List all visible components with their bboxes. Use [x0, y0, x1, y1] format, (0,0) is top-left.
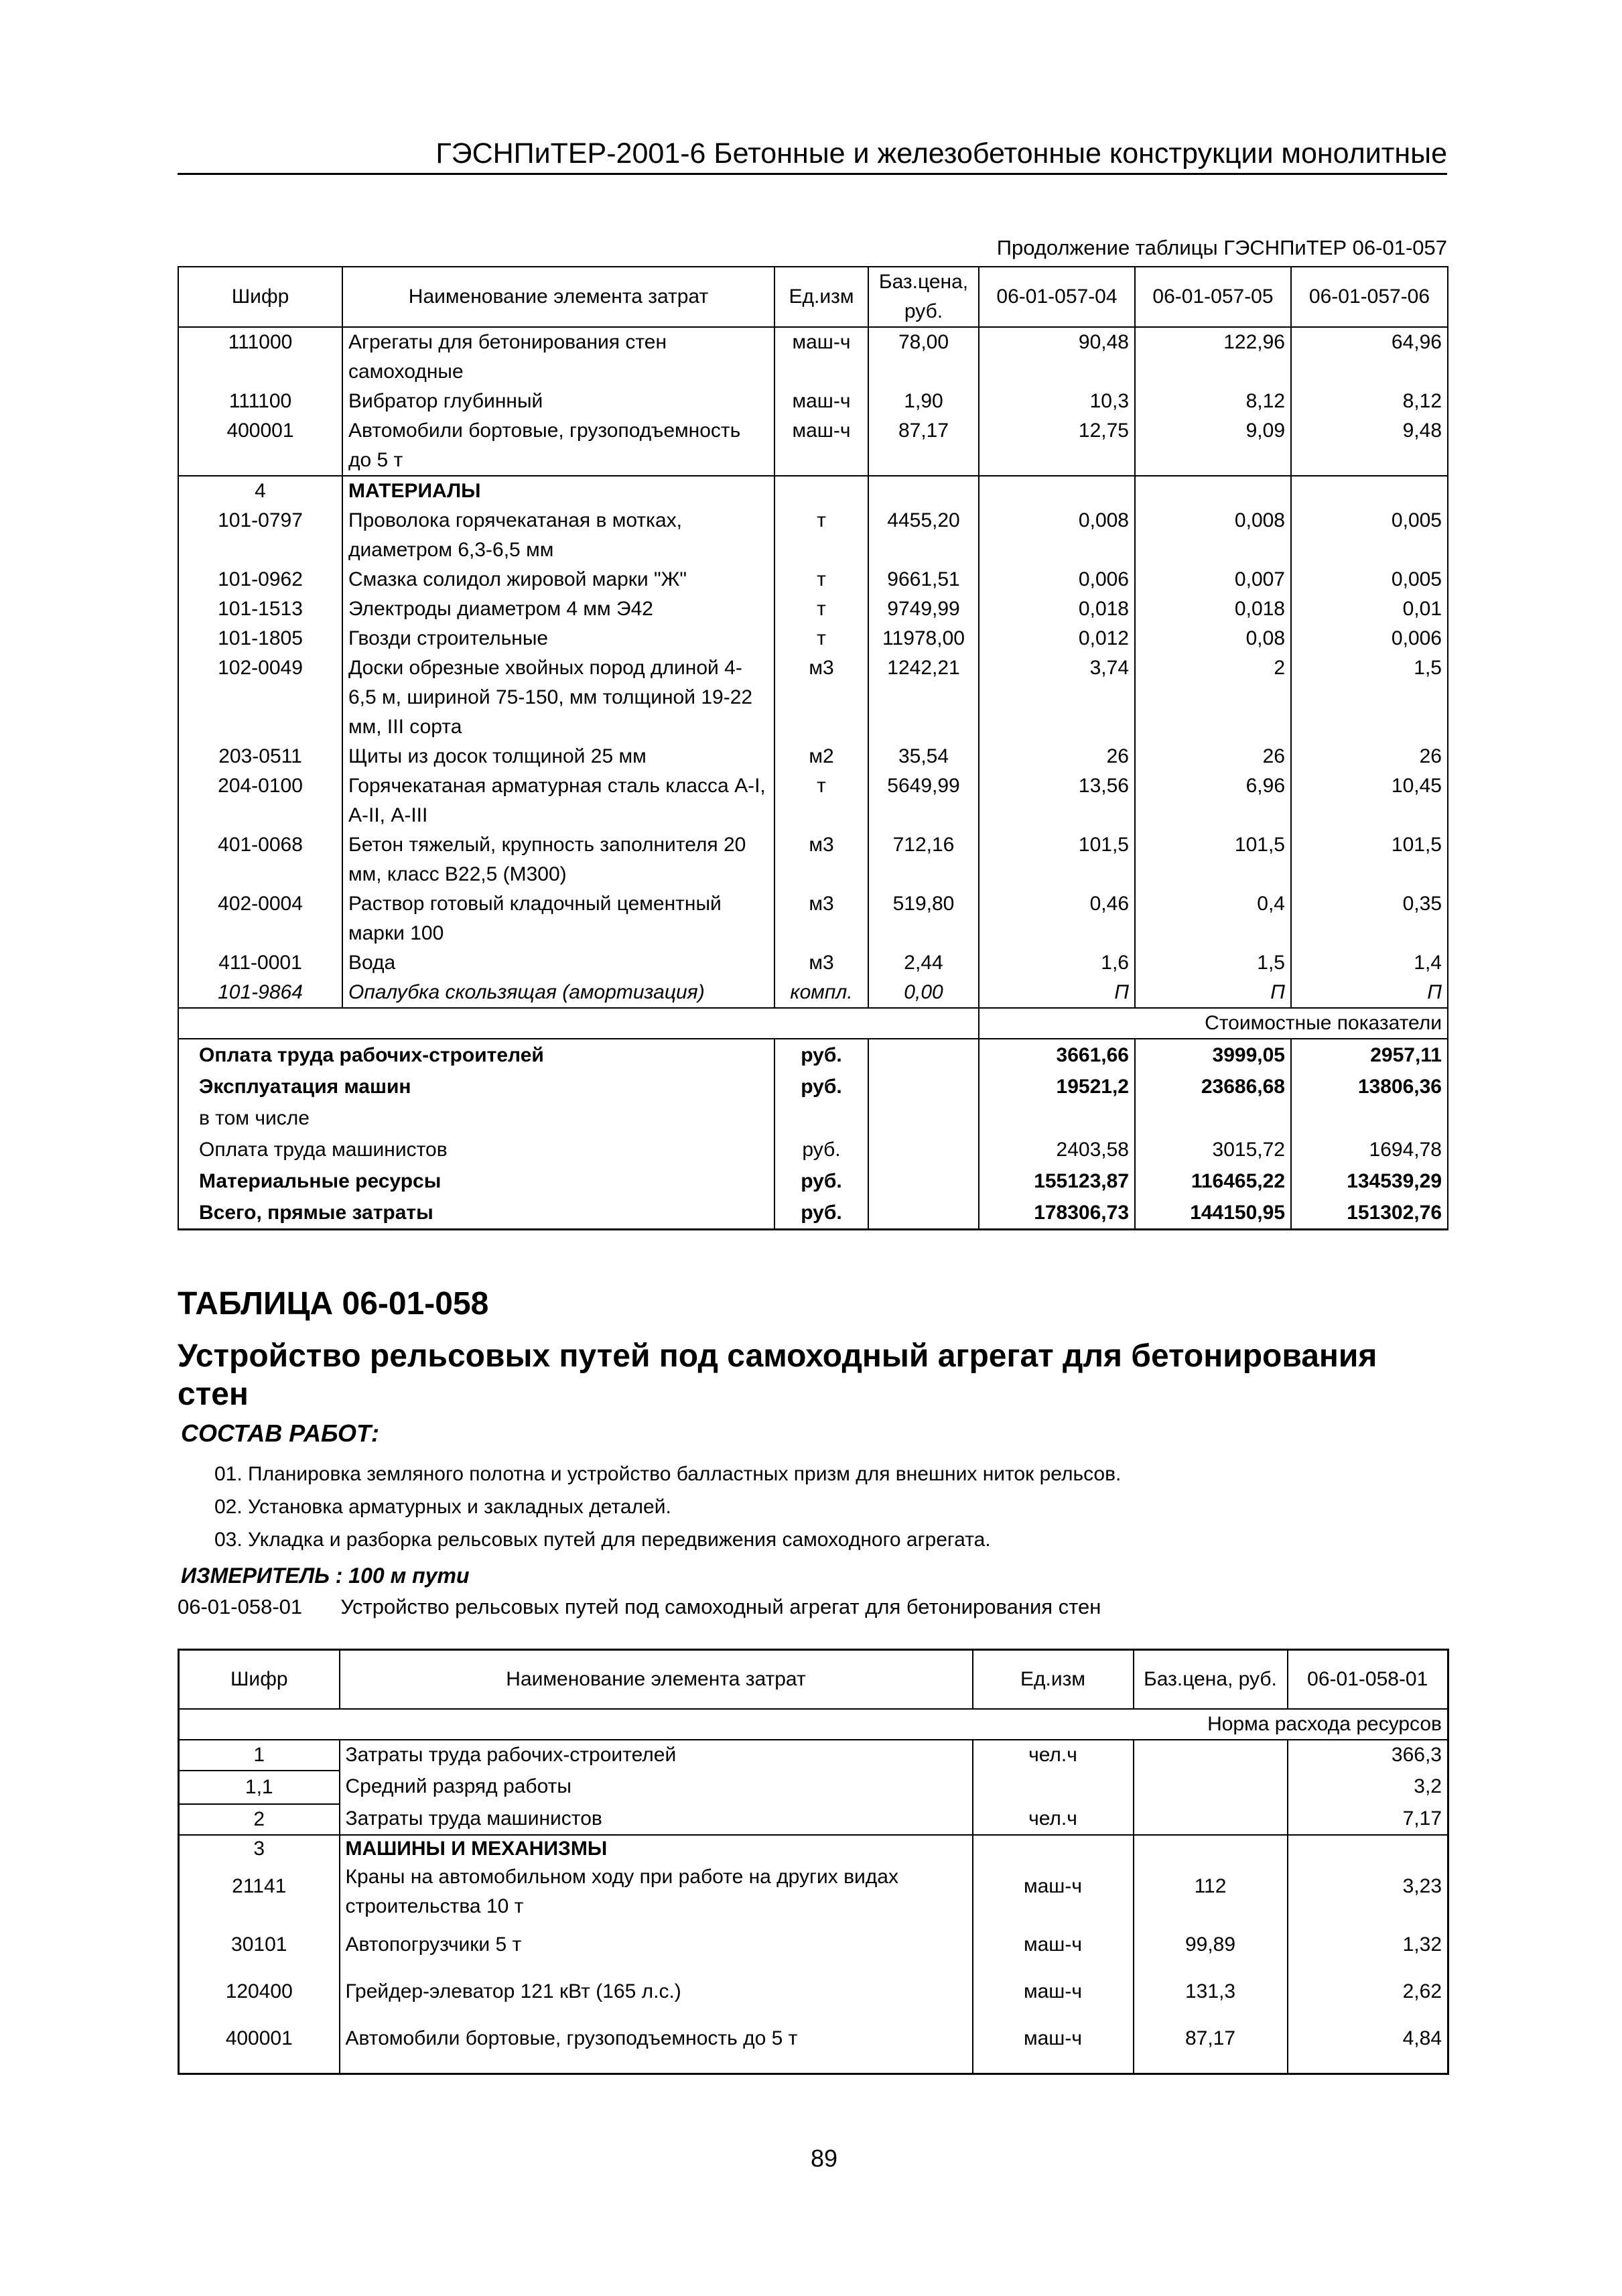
cell-name: Агрегаты для бетонирования стен самоходные — [342, 327, 774, 387]
norm-code: 06-01-058-01 — [178, 1595, 303, 1618]
cell-name: Затраты труда рабочих-строителей — [340, 1740, 973, 1771]
cell-unit: м2 — [774, 742, 868, 771]
cell-price: 1,90 — [868, 387, 979, 416]
summary-unit: руб. — [774, 1039, 868, 1071]
cell-price: 35,54 — [868, 742, 979, 771]
works-label: СОСТАВ РАБОТ: — [181, 1419, 379, 1447]
summary-value: 3999,05 — [1135, 1039, 1291, 1071]
cell-unit: т — [774, 624, 868, 653]
cell-value: 101,5 — [979, 830, 1135, 889]
summary-value: 19521,2 — [979, 1071, 1135, 1102]
col-header-06-01-057-04: 06-01-057-04 — [979, 267, 1135, 327]
summary-value: 13806,36 — [1291, 1071, 1448, 1102]
cell-name: Электроды диаметром 4 мм Э42 — [342, 594, 774, 624]
cell-unit: т — [774, 771, 868, 830]
summary-value: 116465,22 — [1135, 1165, 1291, 1197]
table-row — [179, 1968, 1448, 2015]
norm-code-line — [178, 1595, 1101, 1619]
cell-value: 1,32 — [1402, 1933, 1442, 1956]
cell-value: П — [979, 978, 1135, 1008]
col-header-name: Наименование элемента затрат — [340, 1650, 973, 1709]
table-row — [179, 1921, 1448, 1968]
table-row — [179, 1740, 1448, 1771]
cell-price: 9661,51 — [868, 565, 979, 594]
cell-unit: компл. — [774, 978, 868, 1008]
cell-value: 0,01 — [1291, 594, 1448, 624]
cell-code: 120400 — [179, 1968, 340, 2015]
section-title: МАШИНЫ И МЕХАНИЗМЫ — [340, 1835, 973, 1862]
cell-name: Раствор готовый кладочный цементный марки 100 — [342, 889, 774, 948]
resource-table-06-01-058 — [178, 1649, 1449, 2075]
cell-code: 101-1805 — [178, 624, 342, 653]
header-rule — [178, 173, 1447, 175]
cell-unit: чел.ч — [973, 1804, 1134, 1835]
norm-code-description: Устройство рельсовых путей под самоходный агрегат для бетонирования стен — [340, 1595, 1101, 1618]
cell-name: Автопогрузчики 5 т — [340, 1921, 973, 1968]
summary-value: 155123,87 — [979, 1165, 1135, 1197]
summary-name: Оплата труда рабочих-строителей — [178, 1039, 774, 1071]
cell-value: 10,45 — [1291, 771, 1448, 830]
cell-value: 1,5 — [1135, 948, 1291, 978]
cell-value: 0,018 — [1135, 594, 1291, 624]
cell-price: 519,80 — [868, 889, 979, 948]
table-row — [178, 889, 1448, 948]
page-number: 89 — [810, 2145, 838, 2172]
cell-code: 411-0001 — [178, 948, 342, 978]
cell-name: Краны на автомобильном ходу при работе на других видах строительства 10 т — [340, 1862, 973, 1921]
summary-value: 3015,72 — [1135, 1134, 1291, 1165]
col-header-06-01-057-06: 06-01-057-06 — [1291, 267, 1448, 327]
cell-value: 122,96 — [1135, 327, 1291, 387]
cell-value: 0,007 — [1135, 565, 1291, 594]
cost-header: Стоимостные показатели — [979, 1008, 1448, 1039]
running-header: ГЭСНПиТЕР-2001-6 Бетонные и железобетонные конструкции монолитные — [435, 137, 1447, 170]
cell-name: Проволока горячекатаная в мотках, диаметром 6,3-6,5 мм — [342, 506, 774, 565]
cell-value: 0,008 — [1135, 506, 1291, 565]
cell-name: Горячекатаная арматурная сталь класса А-I, А-II, А-III — [342, 771, 774, 830]
summary-name: Эксплуатация машин — [178, 1071, 774, 1102]
cell-value: 0,006 — [979, 565, 1135, 594]
cell-price: 9749,99 — [868, 594, 979, 624]
cell-name: Гвозди строительные — [342, 624, 774, 653]
cell-unit: маш-ч — [774, 416, 868, 476]
cell-value: 3,23 — [1402, 1874, 1442, 1897]
cell-name: Средний разряд работы — [340, 1771, 973, 1804]
cell-value: 9,09 — [1135, 416, 1291, 476]
resource-table-06-01-057 — [178, 266, 1448, 1230]
summary-value: 2957,11 — [1291, 1039, 1448, 1071]
cell-value: 0,4 — [1135, 889, 1291, 948]
cell-value: 0,35 — [1291, 889, 1448, 948]
cell-value: 4,84 — [1402, 2027, 1442, 2049]
cell-price: 78,00 — [868, 327, 979, 387]
cell-price: 712,16 — [868, 830, 979, 889]
summary-unit: руб. — [774, 1134, 868, 1165]
cell-value: 8,12 — [1291, 387, 1448, 416]
cell-value: 101,5 — [1291, 830, 1448, 889]
cell-code: 101-1513 — [178, 594, 342, 624]
cell-code: 401-0068 — [178, 830, 342, 889]
summary-row — [178, 1134, 1448, 1165]
table-row — [178, 327, 1448, 387]
cell-value: 1,6 — [979, 948, 1135, 978]
summary-row — [178, 1071, 1448, 1102]
cell-value: 9,48 — [1291, 416, 1448, 476]
cell-value: 64,96 — [1291, 327, 1448, 387]
cell-value: 6,96 — [1135, 771, 1291, 830]
cell-value: 90,48 — [979, 327, 1135, 387]
summary-row — [178, 1165, 1448, 1197]
cell-code: 102-0049 — [178, 653, 342, 742]
cell-unit: т — [774, 594, 868, 624]
cell-code: 21141 — [179, 1862, 340, 1921]
cell-value: 0,008 — [979, 506, 1135, 565]
cell-code: 101-0962 — [178, 565, 342, 594]
cell-value: 0,005 — [1291, 565, 1448, 594]
cell-price: 131,3 — [1134, 1968, 1288, 2015]
cell-value: 7,17 — [1288, 1804, 1448, 1835]
cell-name: Автомобили бортовые, грузоподъемность до 5 т — [342, 416, 774, 476]
cell-value: 2 — [1135, 653, 1291, 742]
cell-price: 87,17 — [868, 416, 979, 476]
cell-code: 4 — [178, 476, 342, 506]
cell-value: 2,62 — [1402, 1980, 1442, 2002]
table-row — [178, 742, 1448, 771]
cell-value: 0,46 — [979, 889, 1135, 948]
table-row — [178, 624, 1448, 653]
cell-value: 3,2 — [1414, 1775, 1442, 1797]
cell-unit: м3 — [774, 653, 868, 742]
table-continuation-caption: Продолжение таблицы ГЭСНПиТЕР 06-01-057 — [996, 236, 1447, 259]
section-row-materials — [178, 476, 1448, 506]
cell-value: 101,5 — [1135, 830, 1291, 889]
cell-price: 99,89 — [1134, 1921, 1288, 1968]
cell-value: 26 — [1291, 742, 1448, 771]
summary-unit: руб. — [774, 1071, 868, 1102]
table-subtitle: Устройство рельсовых путей под самоходный агрегат для бетонирования стен — [178, 1338, 1377, 1412]
col-header-code: Шифр — [179, 1650, 340, 1709]
cell-value: 0,012 — [979, 624, 1135, 653]
cell-value: 26 — [1135, 742, 1291, 771]
cell-unit — [973, 1771, 1134, 1804]
cell-unit: м3 — [774, 948, 868, 978]
cell-name: Бетон тяжелый, крупность заполнителя 20 мм, класс В22,5 (М300) — [342, 830, 774, 889]
cell-code: 1 — [179, 1740, 340, 1771]
cell-value: 1,5 — [1291, 653, 1448, 742]
table-row — [178, 387, 1448, 416]
cell-value: 0,005 — [1291, 506, 1448, 565]
summary-value: 178306,73 — [979, 1197, 1135, 1230]
cell-value: 13,56 — [979, 771, 1135, 830]
cell-price — [1134, 1804, 1288, 1835]
cell-unit: т — [774, 506, 868, 565]
summary-value: 2403,58 — [979, 1134, 1135, 1165]
summary-unit: руб. — [774, 1197, 868, 1230]
cell-value: П — [1135, 978, 1291, 1008]
cell-code: 111000 — [178, 327, 342, 387]
summary-row — [178, 1039, 1448, 1071]
summary-value: 151302,76 — [1291, 1197, 1448, 1230]
cell-price: 1242,21 — [868, 653, 979, 742]
cell-value: 26 — [979, 742, 1135, 771]
cell-name: Вибратор глубинный — [342, 387, 774, 416]
work-item: 01. Планировка земляного полотна и устройство балластных призм для внешних ниток рельсов. — [214, 1463, 1122, 1485]
cell-price: 11978,00 — [868, 624, 979, 653]
cell-name: Затраты труда машинистов — [340, 1804, 973, 1835]
table-row — [178, 771, 1448, 830]
cell-code: 203-0511 — [178, 742, 342, 771]
cell-unit: маш-ч — [774, 387, 868, 416]
summary-name: Всего, прямые затраты — [178, 1197, 774, 1230]
section-title: МАТЕРИАЛЫ — [342, 476, 774, 506]
col-header-unit: Ед.изм — [774, 267, 868, 327]
cell-code: 402-0004 — [178, 889, 342, 948]
cell-code: 30101 — [179, 1921, 340, 1968]
table-row — [178, 978, 1448, 1008]
cell-unit: чел.ч — [973, 1740, 1134, 1771]
summary-name: в том числе — [178, 1102, 774, 1134]
cell-price: 5649,99 — [868, 771, 979, 830]
cell-unit: т — [774, 565, 868, 594]
cell-code: 101-9864 — [178, 978, 342, 1008]
cell-value: 12,75 — [979, 416, 1135, 476]
cell-value: П — [1291, 978, 1448, 1008]
cell-name: Автомобили бортовые, грузоподъемность до 5 т — [340, 2015, 973, 2074]
cell-unit: м3 — [774, 889, 868, 948]
cell-unit: м3 — [774, 830, 868, 889]
summary-unit: руб. — [774, 1165, 868, 1197]
table-title: ТАБЛИЦА 06-01-058 — [178, 1286, 489, 1322]
table-row — [178, 565, 1448, 594]
table-row — [178, 416, 1448, 476]
summary-value: 1694,78 — [1291, 1134, 1448, 1165]
summary-value: 144150,95 — [1135, 1197, 1291, 1230]
cell-value: 10,3 — [979, 387, 1135, 416]
cell-name: Опалубка скользящая (амортизация) — [342, 978, 774, 1008]
summary-value: 3661,66 — [979, 1039, 1135, 1071]
cell-price: 2,44 — [868, 948, 979, 978]
cell-code: 204-0100 — [178, 771, 342, 830]
cell-name: Грейдер-элеватор 121 кВт (165 л.с.) — [340, 1968, 973, 2015]
cell-price: 112 — [1134, 1862, 1288, 1921]
cell-code: 400001 — [179, 2015, 340, 2074]
cell-name: Смазка солидол жировой марки "Ж" — [342, 565, 774, 594]
cell-value: 0,08 — [1135, 624, 1291, 653]
summary-name: Материальные ресурсы — [178, 1165, 774, 1197]
cell-value: 1,4 — [1291, 948, 1448, 978]
cell-code: 400001 — [178, 416, 342, 476]
col-header-price: Баз.цена, руб. — [868, 267, 979, 327]
summary-row — [178, 1102, 1448, 1134]
cell-code: 1,1 — [179, 1771, 340, 1804]
cell-code: 111100 — [178, 387, 342, 416]
col-header-06-01-058-01: 06-01-058-01 — [1288, 1650, 1448, 1709]
section-row-machines — [179, 1835, 1448, 1862]
cell-price — [1134, 1740, 1288, 1771]
cell-price: 4455,20 — [868, 506, 979, 565]
work-item: 03. Укладка и разборка рельсовых путей для передвижения самоходного агрегата. — [214, 1529, 991, 1551]
summary-value: 23686,68 — [1135, 1071, 1291, 1102]
cell-unit: маш-ч — [973, 1968, 1134, 2015]
norm-header-row — [179, 1709, 1448, 1740]
summary-name: Оплата труда машинистов — [178, 1134, 774, 1165]
cell-unit: маш-ч — [973, 1862, 1134, 1921]
col-header-code: Шифр — [178, 267, 342, 327]
table-row — [179, 1862, 1448, 1921]
cell-unit: маш-ч — [973, 2015, 1134, 2074]
table-row — [179, 1804, 1448, 1835]
summary-value: 134539,29 — [1291, 1165, 1448, 1197]
cell-code: 2 — [179, 1804, 340, 1835]
cell-price: 0,00 — [868, 978, 979, 1008]
col-header-unit: Ед.изм — [973, 1650, 1134, 1709]
cell-unit: маш-ч — [973, 1921, 1134, 1968]
cell-name: Вода — [342, 948, 774, 978]
cell-value: 8,12 — [1135, 387, 1291, 416]
cost-header-row — [178, 1008, 1448, 1039]
table-row — [178, 653, 1448, 742]
table-row — [178, 506, 1448, 565]
cell-value: 366,3 — [1391, 1743, 1442, 1766]
cell-value: 3,74 — [979, 653, 1135, 742]
table-row — [178, 948, 1448, 978]
cell-value: 0,006 — [1291, 624, 1448, 653]
work-item: 02. Установка арматурных и закладных деталей. — [214, 1496, 671, 1518]
table-row — [179, 2015, 1448, 2074]
col-header-name: Наименование элемента затрат — [342, 267, 774, 327]
cell-price: 87,17 — [1134, 2015, 1288, 2074]
cell-price — [1134, 1771, 1288, 1804]
table-row — [178, 594, 1448, 624]
cell-code: 101-0797 — [178, 506, 342, 565]
cell-name: Доски обрезные хвойных пород длиной 4-6,5 м, шириной 75-150, мм толщиной 19-22 мм, III сорта — [342, 653, 774, 742]
table-row — [179, 1771, 1448, 1804]
measure-unit: ИЗМЕРИТЕЛЬ : 100 м пути — [181, 1564, 470, 1588]
cell-name: Щиты из досок толщиной 25 мм — [342, 742, 774, 771]
cell-value: 0,018 — [979, 594, 1135, 624]
cell-code: 3 — [179, 1835, 340, 1862]
col-header-06-01-057-05: 06-01-057-05 — [1135, 267, 1291, 327]
norm-header: Норма расхода ресурсов — [179, 1709, 1448, 1740]
cell-unit: маш-ч — [774, 327, 868, 387]
col-header-price: Баз.цена, руб. — [1134, 1650, 1288, 1709]
table-row — [178, 830, 1448, 889]
summary-row — [178, 1197, 1448, 1230]
